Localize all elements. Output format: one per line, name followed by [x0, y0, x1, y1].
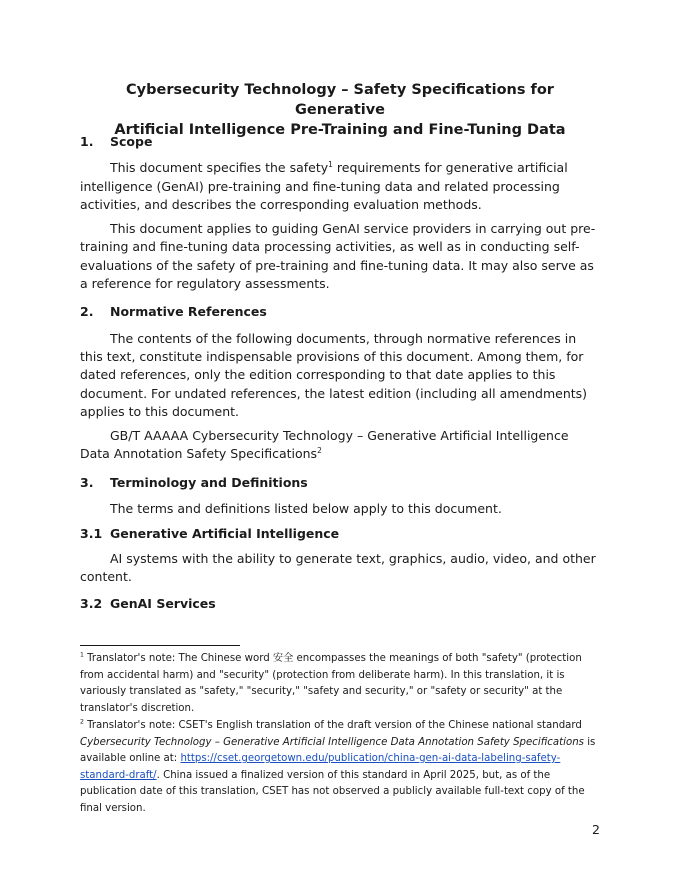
footnote-cited-title: Cybersecurity Technology – Generative Artificial Intelligence Data Annotation Safety Specifications [80, 736, 584, 748]
section-title: Normative References [110, 304, 267, 320]
title-line-1: Cybersecurity Technology – Safety Specifications for Generative [126, 82, 554, 118]
section-title: Generative Artificial Intelligence [110, 526, 340, 542]
footnote-2 [80, 718, 602, 817]
references-paragraph-1: The contents of the following documents, through normative references in this text, constitute indispensable provisions of this document. Among them, for dated references, only the edition corresponding to that date applies to this document. For undated references, the latest edition (including all amendments) applies to this document. [80, 330, 588, 419]
footnote-1 [80, 651, 602, 717]
section-number: 3.2 [80, 596, 103, 612]
section-number: 1. [80, 134, 94, 149]
section-number: 3.1 [80, 526, 103, 542]
paragraph-text: This document specifies the safety [110, 160, 329, 176]
footnote-ref-2[interactable]: 2 [317, 446, 322, 456]
footnote-ref-1[interactable]: 1 [328, 160, 333, 170]
page-number: 2 [592, 822, 600, 837]
footnotes [80, 651, 602, 817]
footnote-mark: 1 [80, 651, 84, 659]
document-body [80, 133, 600, 614]
scope-paragraph-1 [80, 159, 600, 214]
references-paragraph-2 [80, 427, 600, 464]
section-title: GenAI Services [110, 596, 216, 612]
scope-paragraph-2: This document applies to guiding GenAI service providers in carrying out pre-training and fine-tuning data processing activities, as well as in conducting self-evaluations of the safety of pre-training and fine-tuning data. It may also serve as a reference for regulatory assessments. [80, 221, 596, 292]
footnote-link[interactable]: https://cset.georgetown.edu/publication/china-gen-ai-data-labeling-safety-standard-draft/ [80, 753, 561, 781]
genai-definition-paragraph: AI systems with the ability to generate text, graphics, audio, video, and other content. [80, 550, 596, 584]
paragraph-text: GB/T AAAAA Cybersecurity Technology – Generative Artificial Intelligence Data Annotation Safety Specifications [80, 428, 569, 462]
footnote-text: Translator's note: The Chinese word 安全 encompasses the meanings of both "safety" (protection from accidental harm) and "security" (protection from deliberate harm). In this translation, it is variously translated as "safety," "security," "safety and security," or "safety or security" at the translator's discretion. [80, 653, 582, 714]
section-2-heading [80, 303, 600, 321]
footnote-mark: 2 [80, 718, 84, 726]
paragraph-text: requirements for generative artificial intelligence (GenAI) pre-training and fine-tuning data and related processing activities, and describes the corresponding evaluation methods. [80, 160, 568, 212]
section-title: Terminology and Definitions [110, 474, 308, 490]
section-number: 2. [80, 304, 94, 320]
section-3-heading [80, 474, 600, 492]
title-line-2: Artificial Intelligence Pre-Training and Fine-Tuning Data [114, 122, 566, 138]
section-1-heading [80, 133, 600, 151]
document-title [80, 80, 600, 140]
footnote-text: is available online at: [80, 736, 596, 764]
footnote-separator [80, 645, 240, 646]
section-number: 3. [80, 474, 94, 490]
footnote-text: Translator's note: CSET's English translation of the draft version of the Chinese national standard [83, 720, 582, 731]
terminology-paragraph: The terms and definitions listed below apply to this document. [110, 501, 502, 517]
section-title: Scope [110, 134, 153, 149]
section-3-1-heading [80, 525, 600, 543]
footnote-text: . China issued a finalized version of this standard in April 2025, but, as of the publication date of this translation, CSET has not observed a publicly available full-text copy of the final version. [80, 769, 585, 814]
section-3-2-heading [80, 595, 600, 613]
